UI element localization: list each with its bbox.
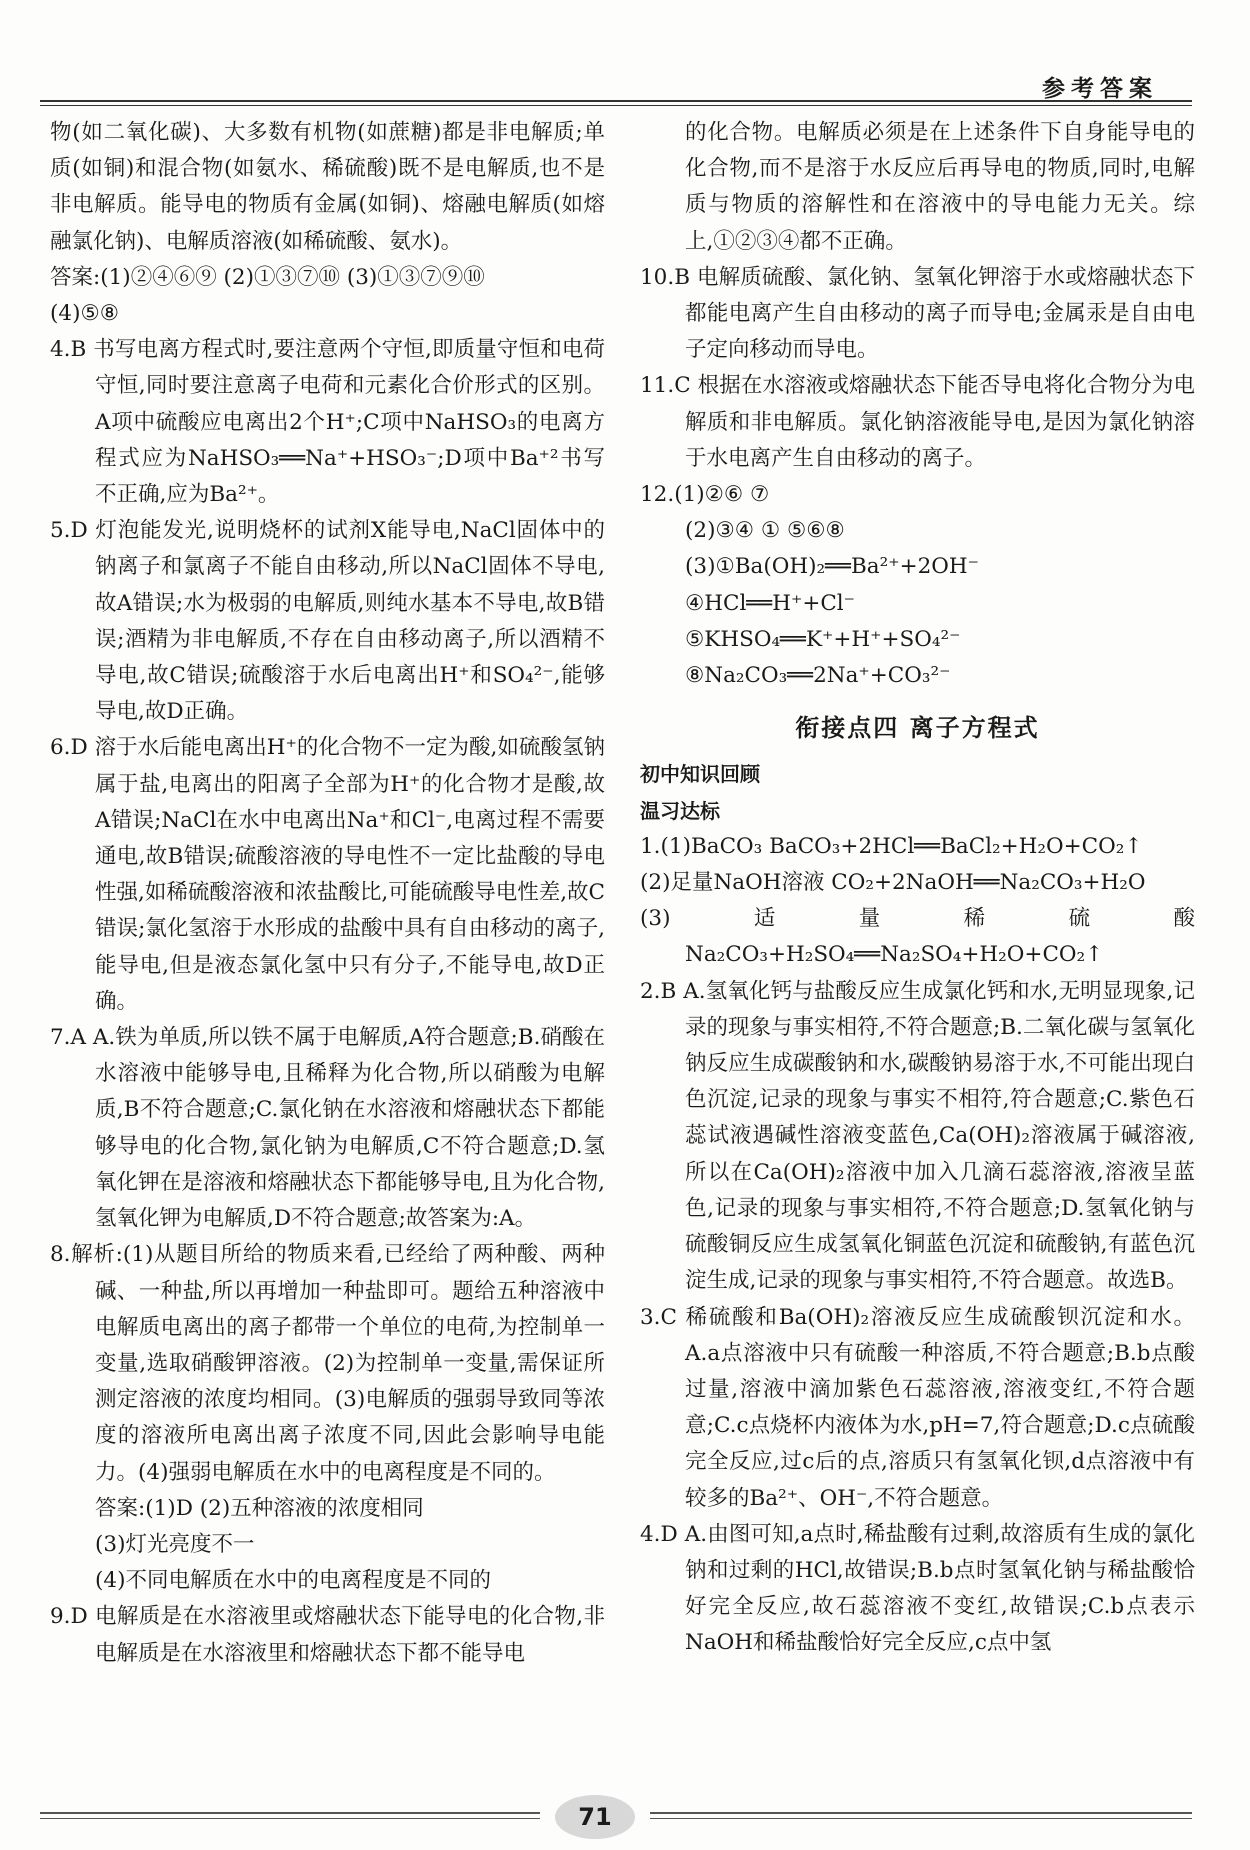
- exercise-item-2: 2.B A.氢氧化钙与盐酸反应生成氯化钙和水,无明显现象,记录的现象与事实相符,不符合题意;B.二氧化碳与氢氧化钠反应生成碳酸钠和水,碳酸钠易溶于水,不可能出现白色沉淀,记录的现象与事实不相符,符合题意;C.紫色石蕊试液遇碱性溶液变蓝色,Ca(OH)₂溶液属于碱溶液,所以在Ca(OH)₂溶液中加入几滴石蕊溶液,溶液呈蓝色,记录的现象与事实相符,不符合题意;D.氢氧化钠与硫酸铜反应生成氢氧化铜蓝色沉淀和硫酸钠,有蓝色沉淀生成,记录的现象与事实相符,不符合题意。故选B。: [640, 978, 1195, 1294]
- page-number: 71: [555, 1795, 635, 1839]
- answer-item-12: 12.(1)②⑥ ⑦: [640, 482, 770, 508]
- answer-line: (4)⑤⑧: [50, 301, 120, 327]
- answer-line: ⑤KHSO₄══K⁺+H⁺+SO₄²⁻: [685, 626, 961, 652]
- answer-line: ④HCl══H⁺+Cl⁻: [685, 590, 856, 616]
- footer-rule: [40, 1812, 540, 1814]
- answer-line: (3)灯光亮度不一: [95, 1531, 255, 1557]
- exercise-item-1: 1.(1)BaCO₃ BaCO₃+2HCl══BaCl₂+H₂O+CO₂↑: [640, 833, 1143, 859]
- answer-item-10: 10.B 电解质硫酸、氯化钠、氢氧化钾溶于水或熔融状态下都能电离产生自由移动的离子而导电;金属汞是自由电子定向移动而导电。: [640, 264, 1195, 363]
- subsection-heading: 温习达标: [640, 798, 720, 823]
- header-rule-thin: [40, 105, 1192, 106]
- answer-item-7: 7.A A.铁为单质,所以铁不属于电解质,A符合题意;B.硝酸在水溶液中能够导电,且稀释为化合物,所以硝酸为电解质,B不符合题意;C.氯化钠在水溶液和熔融状态下都能够导电的化合物,氯化钠为电解质,C不符合题意;D.氢氧化钾在是溶液和熔融状态下都能够导电,且为化合物,氢氧化钾为电解质,D不符合题意;故答案为:A。: [50, 1025, 605, 1232]
- answer-item-11: 11.C 根据在水溶液或熔融状态下能否导电将化合物分为电解质和非电解质。氯化钠溶液能导电,是因为氯化钠溶于水电离产生自由移动的离子。: [640, 373, 1195, 471]
- answer-item-5: 5.D 灯泡能发光,说明烧杯的试剂X能导电,NaCl固体中的钠离子和氯离子不能自由移动,所以NaCl固体不导电,故A错误;水为极弱的电解质,则纯水基本不导电,故B错误;酒精为非电解质,不存在自由移动离子,所以酒精不导电,故C错误;硫酸溶于水后电离出H⁺和SO₄²⁻,能够导电,故D正确。: [50, 518, 605, 725]
- left-column: [50, 115, 605, 1672]
- answer-line: ⑧Na₂CO₃══2Na⁺+CO₃²⁻: [685, 663, 951, 689]
- answer-item-9: 9.D 电解质是在水溶液里或熔融状态下能导电的化合物,非电解质是在水溶液里和熔融状态下都不能导电: [50, 1604, 605, 1666]
- answer-item-6: 6.D 溶于水后能电离出H⁺的化合物不一定为酸,如硫酸氢钠属于盐,电离出的阳离子全部为H⁺的化合物才是酸,故A错误;NaCl在水中电离出Na⁺和Cl⁻,电离过程不需要通电,故B错误;硫酸溶液的导电性不一定比盐酸的导电性强,如稀硫酸溶液和浓盐酸比,可能硫酸导电性差,故C错误;氯化氢溶于水形成的盐酸中具有自由移动的离子,能导电,但是液态氯化氢中只有分子,不能导电,故D正确。: [50, 735, 605, 1014]
- answer-line: (3)①Ba(OH)₂══Ba²⁺+2OH⁻: [685, 554, 980, 580]
- footer-rule-thin: [650, 1818, 1192, 1819]
- subsection-heading: 初中知识回顾: [640, 762, 760, 787]
- answer-line: (2)③④ ① ⑤⑥⑧: [685, 518, 845, 544]
- answer-item-8: 8.解析:(1)从题目所给的物质来看,已经给了两种酸、两种碱、一种盐,所以再增加一种盐即可。题给五种溶液中电解质电离出的离子都带一个单位的电荷,为控制单一变量,选取硝酸钾溶液。(2)为控制单一变量,需保证所测定溶液的浓度均相同。(3)电解质的强弱导致同等浓度的溶液所电离出离子浓度不同,因此会影响导电能力。(4)强弱电解质在水中的电离程度是不同的。: [50, 1242, 605, 1485]
- header-rule: [40, 100, 1192, 102]
- paragraph: 物(如二氧化碳)、大多数有机物(如蔗糖)都是非电解质;单质(如铜)和混合物(如氨水、稀硫酸)既不是电解质,也不是非电解质。能导电的物质有金属(如铜)、熔融电解质(如熔融氯化钠)、电解质溶液(如稀硫酸、氨水)。: [50, 120, 605, 254]
- section-title: 衔接点四 离子方程式: [795, 714, 1040, 743]
- exercise-item-4: 4.D A.由图可知,a点时,稀盐酸有过剩,故溶质有生成的氯化钠和过剩的HCl,故错误;B.b点时氢氧化钠与稀盐酸恰好完全反应,故石蕊溶液不变红,故错误;C.b点表示NaOH和稀盐酸恰好完全反应,c点中氢: [640, 1521, 1195, 1656]
- answer-line: (4)不同电解质在水中的电离程度是不同的: [95, 1568, 491, 1594]
- footer-rule: [650, 1812, 1192, 1814]
- paragraph: 的化合物。电解质必须是在上述条件下自身能导电的化合物,而不是溶于水反应后再导电的物质,同时,电解质与物质的溶解性和在溶液中的导电能力无关。综上,①②③④都不正确。: [685, 120, 1195, 254]
- exercise-line: (2)足量NaOH溶液 CO₂+2NaOH══Na₂CO₃+H₂O: [640, 870, 1146, 896]
- right-column: [640, 115, 1195, 1662]
- exercise-item-3: 3.C 稀硫酸和Ba(OH)₂溶液反应生成硫酸钡沉淀和水。A.a点溶液中只有硫酸一种溶质,不符合题意;B.b点酸过量,溶液中滴加紫色石蕊溶液,溶液变红,不符合题意;C.c点烧杯内液体为水,pH=7,符合题意;D.c点硫酸完全反应,过c后的点,溶质只有氢氧化钡,d点溶液中有较多的Ba²⁺、OH⁻,不符合题意。: [640, 1304, 1195, 1511]
- header-section-label: 参考答案: [1042, 76, 1158, 102]
- answer-line: 答案:(1)②④⑥⑨ (2)①③⑦⑩ (3)①③⑦⑨⑩: [50, 264, 485, 290]
- footer-rule-thin: [40, 1818, 540, 1819]
- exercise-line: (3)适量稀硫酸 Na₂CO₃+H₂SO₄══Na₂SO₄+H₂O+CO₂↑: [640, 906, 1195, 968]
- answer-item-4: 4.B 书写电离方程式时,要注意两个守恒,即质量守恒和电荷守恒,同时要注意离子电荷和元素化合价形式的区别。A项中硫酸应电离出2个H⁺;C项中NaHSO₃的电离方程式应为NaHSO₃══Na⁺+HSO₃⁻;D项中Ba⁺²书写不正确,应为Ba²⁺。: [50, 337, 605, 508]
- answer-line: 答案:(1)D (2)五种溶液的浓度相同: [95, 1495, 424, 1521]
